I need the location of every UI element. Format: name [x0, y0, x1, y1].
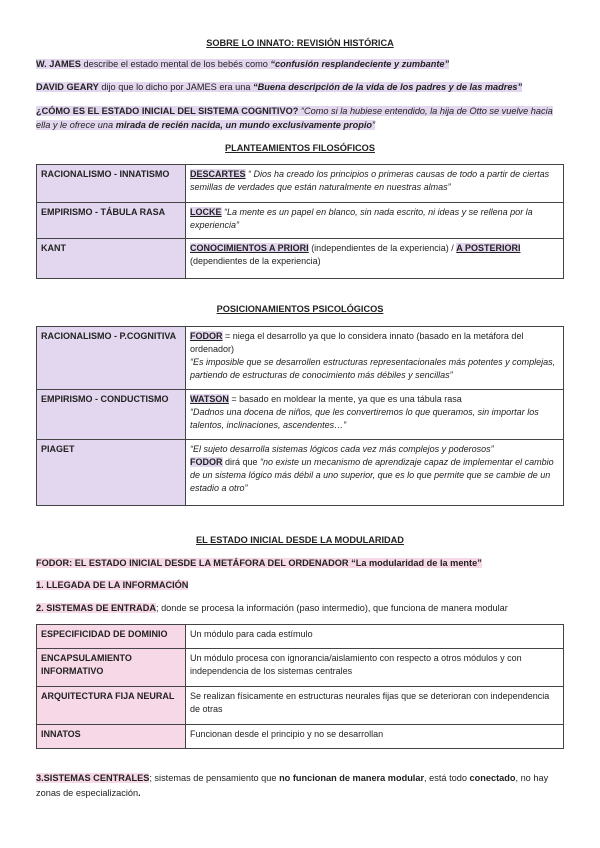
row-content: DESCARTES “ Dios ha creado los principios o primeras causas de todo a partir de ciertas semillas de verdades que están naturalmente en nuestras almas” [186, 165, 564, 203]
table-row [37, 687, 564, 725]
philosophical-table [36, 164, 564, 279]
row-label: RACIONALISMO - INNATISMO [37, 165, 186, 203]
row-content: CONOCIMIENTOS A PRIORI (independientes de la experiencia) / A POSTERIORI (dependientes de la experiencia) [186, 239, 564, 279]
row-content: FODOR = niega el desarrollo ya que lo considera innato (basado en la metáfora del ordenador) “Es imposible que se desarrollen estructuras representacionales más potentes y complejas, partiendo de estructuras de conocimiento más débiles y sencillas” [186, 327, 564, 390]
row-label: EMPIRISMO - TÁBULA RASA [37, 203, 186, 239]
table-row [37, 649, 564, 687]
row-label: ESPECIFICIDAD DE DOMINIO [37, 625, 186, 649]
james-name: W. JAMES [36, 59, 81, 69]
table-row [37, 625, 564, 649]
james-line: W. JAMES describe el estado mental de los bebés como “confusión resplandeciente y zumbante” [36, 59, 450, 69]
table-row [37, 165, 564, 203]
table-row [37, 203, 564, 239]
row-label: EMPIRISMO - CONDUCTISMO [37, 390, 186, 440]
row-content: Un módulo procesa con ignorancia/aislamiento con respecto a otros módulos y con independencia de los sistemas centrales [186, 649, 564, 687]
row-label: INNATOS [37, 725, 186, 749]
table-row [37, 390, 564, 440]
question-paragraph: ¿CÓMO ES EL ESTADO INICIAL DEL SISTEMA COGNITIVO? “Como si la hubiese entendido, la hija de Otto se vuelve hacia ella y le ofrece una mirada de recién nacida, un mundo exclusivamente propio” [36, 106, 553, 131]
modularity-table [36, 624, 564, 749]
table-row [37, 327, 564, 390]
row-content: LOCKE “La mente es un papel en blanco, sin nada escrito, ni ideas y se rellena por la experiencia” [186, 203, 564, 239]
row-content: WATSON = basado en moldear la mente, ya que es una tábula rasa “Dadnos una docena de niños, que les convertiremos lo que queramos, sin importar los talentos, inclinaciones, ascendentes…” [186, 390, 564, 440]
row-content: “El sujeto desarrolla sistemas lógicos cada vez más complejos y poderosos” FODOR dirá que “no existe un mecanismo de aprendizaje capaz de implementar el cambio de un sistema lógico más débil a uno superior, que es lo que permite que se cambie de un estadio a otro” [186, 440, 564, 506]
geary-name: DAVID GEARY [36, 82, 99, 92]
table-row [37, 440, 564, 506]
section3-heading: EL ESTADO INICIAL DESDE LA MODULARIDAD [196, 535, 404, 545]
row-content: Un módulo para cada estímulo [186, 625, 564, 649]
row-label: RACIONALISMO - P.COGNITIVA [37, 327, 186, 390]
row-label: ARQUITECTURA FIJA NEURAL [37, 687, 186, 725]
row-label: PIAGET [37, 440, 186, 506]
row-label: KANT [37, 239, 186, 279]
geary-line: DAVID GEARY dijo que lo dicho por JAMES era una “Buena descripción de la vida de los padres y de las madres” [36, 82, 523, 92]
item-3: 3.SISTEMAS CENTRALES; sistemas de pensamiento que no funcionan de manera modular, está todo conectado, no hay zonas de especialización. [36, 773, 549, 798]
fodor-line: FODOR: EL ESTADO INICIAL DESDE LA METÁFORA DEL ORDENADOR “La modularidad de la mente” [36, 558, 482, 568]
row-label: ENCAPSULAMIENTO INFORMATIVO [37, 649, 186, 687]
row-content: Se realizan físicamente en estructuras neurales fijas que se deterioran con independencia de otras [186, 687, 564, 725]
table-row [37, 725, 564, 749]
page-title: SOBRE LO INNATO: REVISIÓN HISTÓRICA [206, 38, 394, 48]
section1-heading: PLANTEAMIENTOS FILOSÓFICOS [225, 143, 375, 153]
row-content: Funcionan desde el principio y no se desarrollan [186, 725, 564, 749]
section2-heading: POSICIONAMIENTOS PSICOLÓGICOS [216, 304, 384, 314]
item-1: 1. LLEGADA DE LA INFORMACIÓN [36, 580, 189, 590]
item-2: 2. SISTEMAS DE ENTRADA; donde se procesa la información (paso intermedio), que funciona de manera modular [36, 603, 508, 613]
table-row [37, 239, 564, 279]
psychological-table [36, 326, 564, 506]
question-heading: ¿CÓMO ES EL ESTADO INICIAL DEL SISTEMA COGNITIVO? [36, 106, 299, 116]
